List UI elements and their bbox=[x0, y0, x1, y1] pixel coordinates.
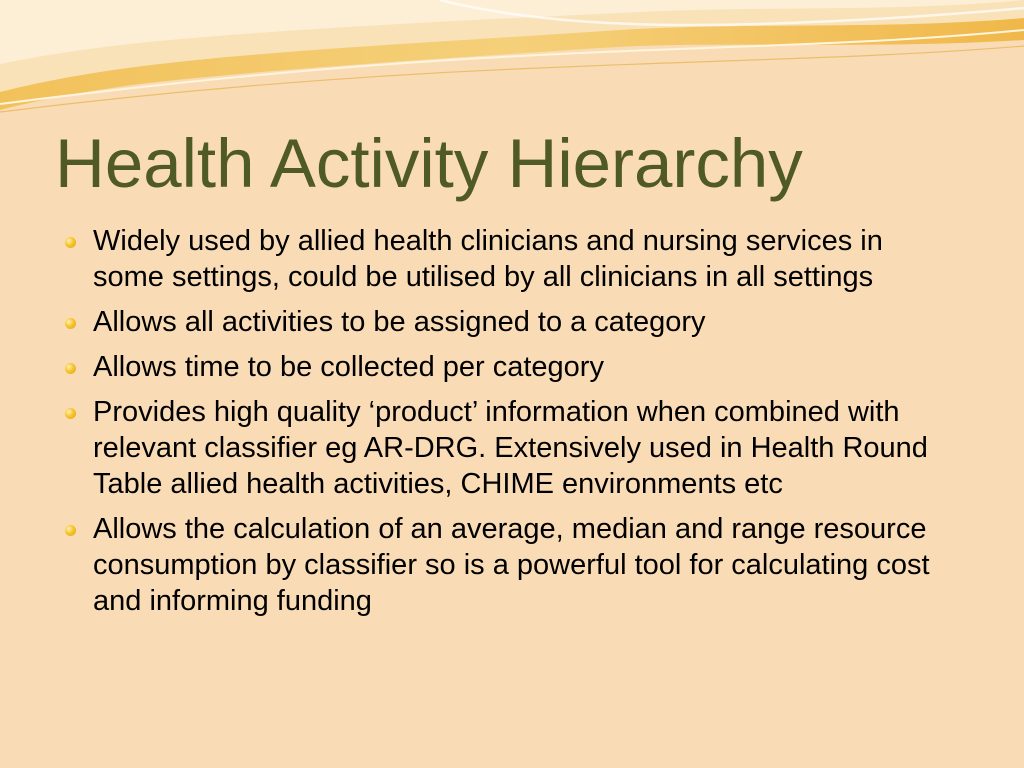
bullet-item bbox=[60, 511, 960, 619]
bullet-text: Allows all activities to be assigned to a category bbox=[93, 306, 706, 338]
bullet-item bbox=[60, 349, 960, 385]
bullet-dot-icon bbox=[65, 525, 76, 536]
bullet-text: Allows time to be collected per category bbox=[93, 351, 604, 383]
bullet-dot-icon bbox=[65, 408, 76, 419]
bullet-text: Widely used by allied health clinicians and nursing services in some settings, could be utilised by all clinicians in all settings bbox=[93, 225, 883, 293]
bullet-dot-icon bbox=[65, 318, 76, 329]
bullet-text: Provides high quality ‘product’ information when combined with relevant classifier eg AR-DRG. Extensively used in Health Round Table allied health activities, CHIME environments etc bbox=[93, 396, 928, 500]
header-wave-decoration bbox=[0, 0, 1024, 130]
bullet-item bbox=[60, 304, 960, 340]
bullet-dot-icon bbox=[65, 237, 76, 248]
bullet-text: Allows the calculation of an average, median and range resource consumption by classifier so is a powerful tool for calculating cost and informing funding bbox=[93, 513, 930, 617]
bullet-dot-icon bbox=[65, 363, 76, 374]
bullet-item bbox=[60, 394, 960, 502]
bullet-list bbox=[60, 223, 960, 628]
bullet-item bbox=[60, 223, 960, 295]
slide-title: Health Activity Hierarchy bbox=[55, 125, 803, 202]
